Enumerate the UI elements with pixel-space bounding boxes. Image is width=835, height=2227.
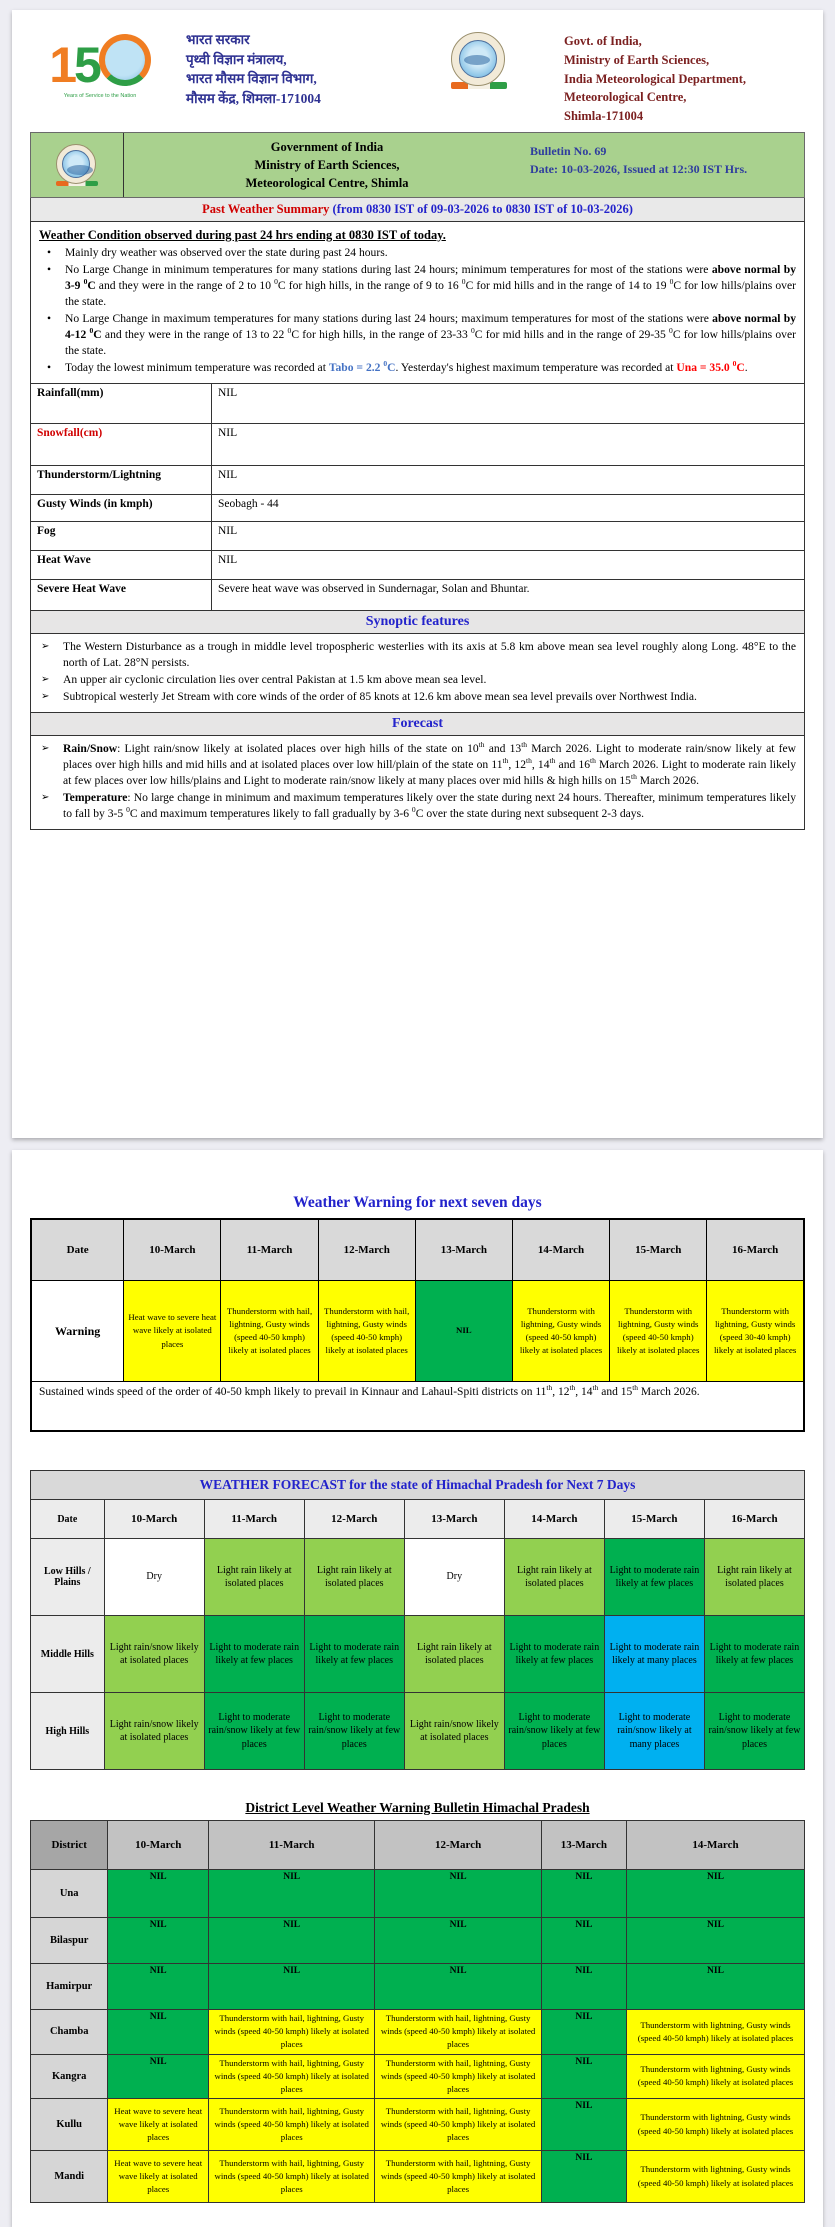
warning-cell: Thunderstorm with hail, lightning, Gusty winds (speed 40-50 kmph) likely at isolated places (221, 1281, 318, 1382)
observation-row (31, 384, 805, 424)
district-warning-cell: NIL (541, 2099, 626, 2151)
forecast-cell: Dry (404, 1539, 504, 1616)
text-line: भारत मौसम विज्ञान विभाग, (186, 71, 317, 87)
district-name: Kangra (31, 2054, 108, 2099)
emblem-ring (451, 32, 505, 86)
text-line: Government of India (270, 139, 384, 154)
observation-row (31, 551, 805, 580)
observation-label: Severe Heat Wave (31, 580, 212, 611)
forecast-cell: Light rain/snow likely at isolated places (104, 1693, 204, 1770)
district-name: Una (31, 1870, 108, 1918)
150-logo-caption: Years of Service to the Nation (63, 93, 137, 99)
forecast-bullet: ➢ Temperature: No large change in minimum and maximum temperatures likely over the state during next 24 hours. Thereafter, minimum temperatures likely to fall by 3-5 $^0$C and maximum temperatures likely to fall gradually by 3-6 $^0$C over the state during next subsequent 2-3 days. (41, 790, 796, 820)
district-warning-cell: Thunderstorm with lightning, Gusty winds (speed 40-50 kmph) likely at isolated places (626, 2099, 804, 2151)
district-warning-cell: NIL (375, 1870, 541, 1918)
district-date-header: 14-March (626, 1821, 804, 1870)
district-name: Bilaspur (31, 1918, 108, 1964)
district-row (31, 2099, 805, 2151)
forecast-cell: Light rain likely at isolated places (404, 1616, 504, 1693)
text-line: Govt. of India, (564, 34, 642, 48)
warning-date-header: 14-March (512, 1219, 609, 1281)
warning-cell: Thunderstorm with lightning, Gusty winds (speed 40-50 kmph) likely at isolated places (512, 1281, 609, 1382)
forecast-row (31, 1539, 805, 1616)
district-name: Chamba (31, 2010, 108, 2055)
district-warning-cell: Heat wave to severe heat wave likely at isolated places (108, 2099, 209, 2151)
district-warning-cell: Thunderstorm with hail, lightning, Gusty winds (speed 40-50 kmph) likely at isolated places (375, 2010, 541, 2055)
forecast-cell: Light to moderate rain/snow likely at few places (704, 1693, 804, 1770)
synoptic-features-heading: Synoptic features (30, 610, 805, 634)
banner-organisation (124, 133, 530, 197)
weather-condition-heading: Weather Condition observed during past 24 hrs ending at 0830 IST of today. (39, 228, 446, 243)
observation-label: Snowfall(cm) (31, 424, 212, 466)
seven-day-warning-table (30, 1218, 805, 1432)
observation-value: NIL (212, 424, 805, 466)
text-line: मौसम केंद्र, शिमला-171004 (186, 90, 321, 106)
observation-row (31, 522, 805, 551)
forecast-zone-label: Low Hills / Plains (31, 1539, 105, 1616)
forecast-cell: Light to moderate rain/snow likely at many places (604, 1693, 704, 1770)
warning-cell: Heat wave to severe heat wave likely at isolated places (124, 1281, 221, 1382)
district-warning-cell: Thunderstorm with hail, lightning, Gusty winds (speed 40-50 kmph) likely at isolated places (375, 2054, 541, 2099)
district-name: Mandi (31, 2151, 108, 2203)
district-warning-cell: Thunderstorm with hail, lightning, Gusty winds (speed 40-50 kmph) likely at isolated places (375, 2099, 541, 2151)
synoptic-bullet: ➢ An upper air cyclonic circulation lies over central Pakistan at 1.5 km above mean sea level. (41, 672, 487, 686)
district-date-header: 13-March (541, 1821, 626, 1870)
past-weather-summary-band (30, 198, 805, 222)
bullet-marker: • (47, 312, 52, 326)
district-warning-cell: NIL (108, 1918, 209, 1964)
forecast-row (31, 1616, 805, 1693)
district-row (31, 2054, 805, 2099)
condition-bullet: • Mainly dry weather was observed over the state during past 24 hours. (47, 246, 388, 260)
district-warning-cell: NIL (541, 2054, 626, 2099)
bullet-marker: ➢ (41, 690, 50, 702)
district-warning-cell: NIL (626, 1918, 804, 1964)
forecast-cell: Light to moderate rain likely at few places (304, 1616, 404, 1693)
page-1 (12, 10, 823, 1138)
warning-date-header: 12-March (318, 1219, 415, 1281)
english-address (564, 30, 746, 126)
warning-date-header: 16-March (707, 1219, 804, 1281)
warning-cell: Thunderstorm with lightning, Gusty winds (speed 40-50 kmph) likely at isolated places (610, 1281, 707, 1382)
warning-note: Sustained winds speed of the order of 40-50 kmph likely to prevail in Kinnaur and Lahaul-Spiti districts on 11th, 12th, 14th and 15th March 2026. (31, 1382, 804, 1432)
observation-value: NIL (212, 551, 805, 580)
imd-150-years-logo (48, 30, 152, 100)
bulletin-date: Date: 10-03-2026, Issued at 12:30 IST Hrs. (530, 161, 748, 176)
forecast-cell: Light rain likely at isolated places (704, 1539, 804, 1616)
district-warning-cell: NIL (108, 2054, 209, 2099)
weather-condition-bullets (39, 245, 796, 376)
district-warning-cell: NIL (626, 1870, 804, 1918)
district-warning-cell: NIL (541, 1918, 626, 1964)
forecast-zone-label: High Hills (31, 1693, 105, 1770)
district-warning-cell: NIL (108, 2010, 209, 2055)
forecast-cell: Light rain likely at isolated places (204, 1539, 304, 1616)
observation-value: Seobagh - 44 (212, 495, 805, 522)
forecast-cell: Light rain/snow likely at isolated places (104, 1616, 204, 1693)
forecast-cell: Light rain likely at isolated places (304, 1539, 404, 1616)
date-label: Date (66, 1244, 89, 1256)
date-header (31, 1219, 124, 1281)
district-warning-cell: NIL (375, 1918, 541, 1964)
district-warning-cell: NIL (108, 1870, 209, 1918)
observation-table (30, 383, 805, 611)
condition-bullet: • No Large Change in minimum temperatures for many stations during last 24 hours; minimum temperatures for most of the stations were above normal by 3-9 $^0$C and they were in the range of 2 to 10 $^0$C for high hills, in the range of 9 to 16 $^0$C for mid hills and in the range of 14 to 19 $^0$C for low hills/plains over the state. (47, 263, 797, 309)
warning-date-header: 11-March (221, 1219, 318, 1281)
globe-icon (99, 34, 151, 86)
district-warning-cell: Thunderstorm with lightning, Gusty winds (speed 40-50 kmph) likely at isolated places (626, 2151, 804, 2203)
observation-row (31, 495, 805, 522)
text-line: Meteorological Centre, Shimla (245, 176, 409, 190)
warning-row (31, 1281, 804, 1382)
district-row (31, 2151, 805, 2203)
letterhead (30, 10, 805, 132)
district-warning-cell: NIL (209, 1964, 375, 2010)
warning-header-row (31, 1219, 804, 1281)
synoptic-bullet: ➢ Subtropical westerly Jet Stream with core winds of the order of 85 knots at 12.6 km above mean sea level prevails over Northwest India. (41, 689, 697, 703)
forecast-date-header: 10-March (104, 1500, 204, 1539)
district-warning-cell: NIL (209, 1918, 375, 1964)
district-warning-cell: Heat wave to severe heat wave likely at isolated places (108, 2151, 209, 2203)
district-date-header: 10-March (108, 1821, 209, 1870)
district-warning-cell: Thunderstorm with hail, lightning, Gusty winds (speed 40-50 kmph) likely at isolated places (375, 2151, 541, 2203)
district-date-header: 12-March (375, 1821, 541, 1870)
forecast-cell: Light rain likely at isolated places (504, 1539, 604, 1616)
district-row (31, 1964, 805, 2010)
emblem-globe (459, 40, 497, 78)
hindi-address (186, 30, 411, 108)
observation-label: Gusty Winds (in kmph) (31, 495, 212, 522)
warning-row-label: Warning (31, 1281, 124, 1382)
forecast-cell: Light rain/snow likely at isolated places (404, 1693, 504, 1770)
observation-label: Rainfall(mm) (31, 384, 212, 424)
forecast-row (31, 1693, 805, 1770)
district-warning-cell: NIL (375, 1964, 541, 2010)
district-warning-cell: Thunderstorm with lightning, Gusty winds (speed 40-50 kmph) likely at isolated places (626, 2010, 804, 2055)
synoptic-features-box (30, 633, 805, 713)
warning-cell: Thunderstorm with hail, lightning, Gusty winds (speed 40-50 kmph) likely at isolated places (318, 1281, 415, 1382)
banner-imd-emblem-icon (31, 133, 124, 197)
forecast-cell: Light to moderate rain/snow likely at few places (204, 1693, 304, 1770)
weather-condition-box (30, 221, 805, 384)
warning-cell: NIL (415, 1281, 512, 1382)
forecast-header-row (31, 1500, 805, 1539)
warning-date-header: 10-March (124, 1219, 221, 1281)
forecast-title-row (31, 1471, 805, 1500)
bulletin-banner (30, 132, 805, 198)
observation-value: NIL (212, 384, 805, 424)
text-line: भारत सरकार (186, 32, 250, 47)
district-name: Kullu (31, 2099, 108, 2151)
observation-label: Thunderstorm/Lightning (31, 466, 212, 495)
forecast-date-header: 16-March (704, 1500, 804, 1539)
150-logo-digits: 15 (49, 37, 151, 93)
past-summary-range: (from 0830 IST of 09-03-2026 to 0830 IST of 10-03-2026) (332, 202, 633, 217)
text-line: Shimla-171004 (564, 109, 644, 123)
district-row (31, 1918, 805, 1964)
district-warning-cell: NIL (541, 1964, 626, 2010)
forecast-bullets (39, 741, 796, 822)
forecast-date-header: 12-March (304, 1500, 404, 1539)
district-warning-cell: NIL (108, 1964, 209, 2010)
forecast-date-header: 15-March (604, 1500, 704, 1539)
district-row (31, 1870, 805, 1918)
forecast-cell: Dry (104, 1539, 204, 1616)
observation-value: NIL (212, 522, 805, 551)
condition-bullet: • Today the lowest minimum temperature was recorded at Tabo = 2.2 $^0$C. Yesterday's highest maximum temperature was recorded at Una = 35.0 $^0$C. (47, 359, 748, 375)
forecast-date-header: 13-March (404, 1500, 504, 1539)
district-warning-cell: Thunderstorm with hail, lightning, Gusty winds (speed 40-50 kmph) likely at isolated places (209, 2151, 375, 2203)
forecast-cell: Light to moderate rain likely at few places (204, 1616, 304, 1693)
text-line: Ministry of Earth Sciences, (254, 157, 400, 172)
text-line: Meteorological Centre, (564, 90, 687, 105)
bullet-marker: ➢ (41, 742, 50, 754)
observation-row (31, 580, 805, 611)
imd-emblem-icon (411, 30, 546, 89)
forecast-zone-label: Middle Hills (31, 1616, 105, 1693)
warning-table-title: Weather Warning for next seven days (293, 1194, 542, 1211)
observation-value: NIL (212, 466, 805, 495)
forecast-date-header: 11-March (204, 1500, 304, 1539)
synoptic-bullet: ➢ The Western Disturbance as a trough in middle level tropospheric westerlies with its axis at 5.8 km above mean sea level roughly along Long. 48°E to the north of Lat. 28°N persists. (41, 640, 796, 669)
page-2 (12, 1150, 823, 2227)
text-line: Ministry of Earth Sciences, (564, 52, 710, 67)
observation-label: Heat Wave (31, 551, 212, 580)
district-warning-cell: NIL (541, 1870, 626, 1918)
observation-row (31, 466, 805, 495)
observation-row (31, 424, 805, 466)
observation-value: Severe heat wave was observed in Sundernagar, Solan and Bhuntar. (212, 580, 805, 611)
text-line: पृथ्वी विज्ञान मंत्रालय, (186, 51, 287, 67)
district-header-row (31, 1821, 805, 1870)
forecast-date-label: Date (31, 1500, 105, 1539)
district-warning-cell: NIL (209, 1870, 375, 1918)
district-row (31, 2010, 805, 2055)
bullet-marker: ➢ (41, 791, 50, 803)
condition-bullet: • No Large Change in maximum temperatures for many stations during last 24 hours; maximum temperatures for most of the stations were above normal by 4-12 $^0$C and they were in the range of 13 to 22 $^0$C for high hills, in the range of 23-33 $^0$C for mid hills and in the range of 29-35 $^0$C for low hills/plains over the state. (47, 312, 796, 358)
bullet-marker: • (47, 361, 52, 375)
text-line: India Meteorological Department, (564, 71, 747, 86)
district-warning-cell: NIL (541, 2010, 626, 2055)
forecast-cell: Light to moderate rain likely at many places (604, 1616, 704, 1693)
district-warning-cell: Thunderstorm with hail, lightning, Gusty winds (speed 40-50 kmph) likely at isolated places (209, 2099, 375, 2151)
forecast-table-title: WEATHER FORECAST for the state of Himachal Pradesh for Next 7 Days (31, 1471, 805, 1500)
forecast-cell: Light to moderate rain likely at few places (704, 1616, 804, 1693)
district-warning-table (30, 1820, 805, 2203)
forecast-heading: Forecast (30, 712, 805, 736)
district-table-title: District Level Weather Warning Bulletin Himachal Pradesh (245, 1800, 590, 1815)
warning-date-header: 13-March (415, 1219, 512, 1281)
district-warning-cell: Thunderstorm with lightning, Gusty winds (speed 40-50 kmph) likely at isolated places (626, 2054, 804, 2099)
forecast-cell: Light to moderate rain likely at few places (604, 1539, 704, 1616)
bullet-marker: • (47, 246, 52, 260)
district-warning-cell: Thunderstorm with hail, lightning, Gusty winds (speed 40-50 kmph) likely at isolated places (209, 2010, 375, 2055)
district-col-header: District (31, 1821, 108, 1870)
district-warning-cell: Thunderstorm with hail, lightning, Gusty winds (speed 40-50 kmph) likely at isolated places (209, 2054, 375, 2099)
warning-note-row (31, 1382, 804, 1432)
district-warning-cell: NIL (626, 1964, 804, 2010)
forecast-cell: Light to moderate rain likely at few places (504, 1616, 604, 1693)
past-summary-title: Past Weather Summary (202, 202, 333, 217)
bullet-marker: • (47, 263, 52, 277)
district-date-header: 11-March (209, 1821, 375, 1870)
bullet-marker: ➢ (41, 673, 50, 685)
synoptic-bullets (39, 639, 796, 705)
warning-cell: Thunderstorm with lightning, Gusty winds (speed 30-40 kmph) likely at isolated places (707, 1281, 804, 1382)
bulletin-number: Bulletin No. 69 (530, 143, 607, 158)
forecast-cell: Light to moderate rain/snow likely at few places (504, 1693, 604, 1770)
district-warning-cell: NIL (541, 2151, 626, 2203)
banner-bulletin-info (530, 133, 804, 197)
observation-label: Fog (31, 522, 212, 551)
district-name: Hamirpur (31, 1964, 108, 2010)
forecast-cell: Light to moderate rain/snow likely at few places (304, 1693, 404, 1770)
forecast-date-header: 14-March (504, 1500, 604, 1539)
forecast-box (30, 735, 805, 830)
warning-date-header: 15-March (610, 1219, 707, 1281)
bullet-marker: ➢ (41, 641, 50, 652)
forecast-bullet: ➢ Rain/Snow: Light rain/snow likely at isolated places over high hills of the state on 10th and 13th March 2026. Light to moderate rain/snow likely at few places over high hills and mid hills and at isolated places over low hill/plain of the state on 11th, 12th, 14th and 16th March 2026. Light to moderate rain likely at few places over low hills/plains and Light to moderate rain/snow likely at many places over mid hills & high hills on 15th March 2026. (41, 740, 797, 787)
state-forecast-table (30, 1470, 805, 1770)
